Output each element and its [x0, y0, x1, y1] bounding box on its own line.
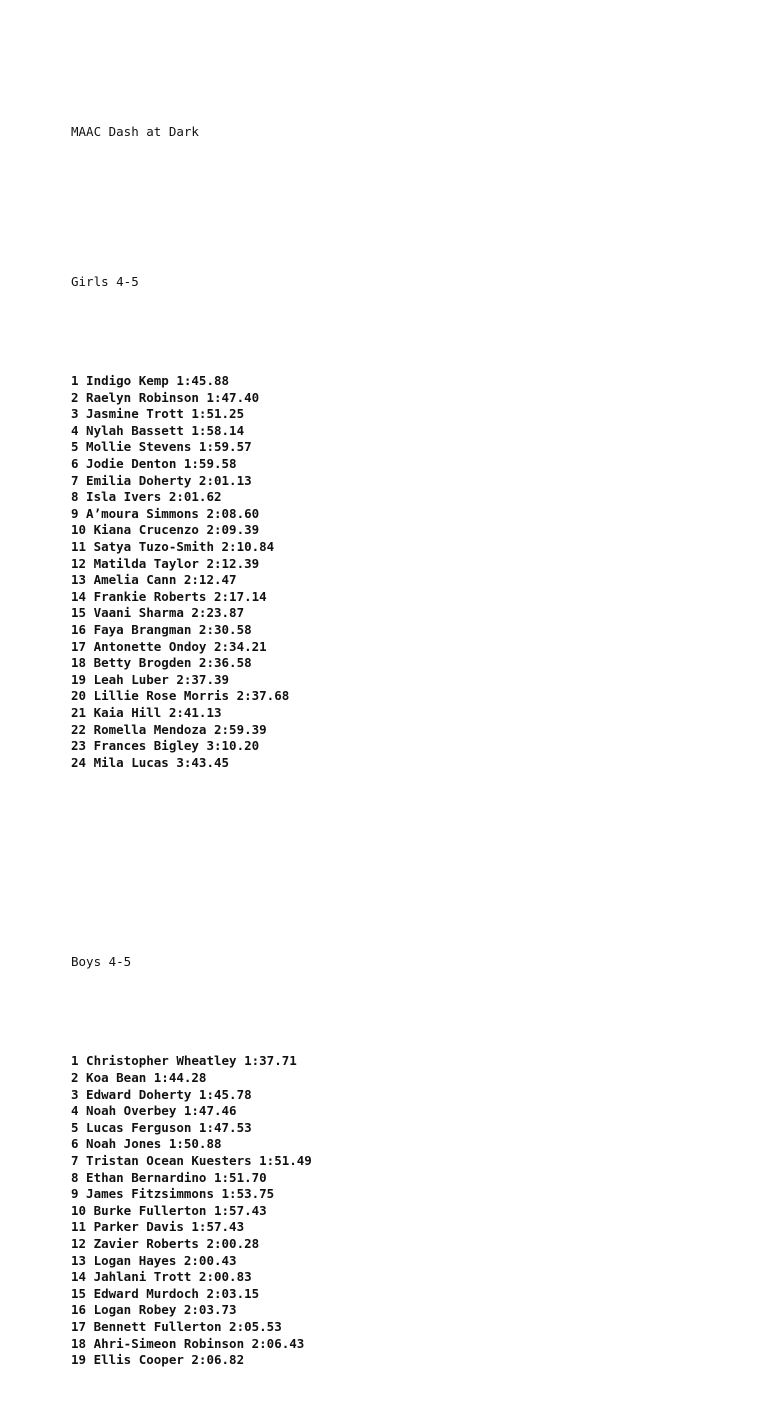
- result-row: 14 Frankie Roberts 2:17.14: [71, 588, 267, 604]
- spacer: [71, 174, 312, 191]
- result-row: 7 Tristan Ocean Kuesters 1:51.49: [71, 1153, 312, 1168]
- spacer: [71, 1004, 312, 1021]
- result-row: 19 Ellis Cooper 2:06.82: [71, 1352, 245, 1368]
- result-row: 10 Burke Fullerton 1:57.43: [71, 1202, 267, 1218]
- result-row: 11 Satya Tuzo-Smith 2:10.84: [71, 539, 275, 555]
- result-row: 5 Lucas Ferguson 1:47.53: [71, 1119, 252, 1135]
- result-row: 8 Ethan Bernardino 1:51.70: [71, 1169, 267, 1185]
- result-row: 24 Mila Lucas 3:43.45: [71, 754, 230, 770]
- result-row: 17 Antonette Ondoy 2:34.21: [71, 638, 267, 654]
- result-row: 12 Matilda Taylor 2:12.39: [71, 555, 260, 571]
- result-row: 10 Kiana Crucenzo 2:09.39: [71, 522, 260, 538]
- section-girls-4-5: [71, 240, 312, 804]
- document-page: [71, 91, 312, 1419]
- spacer: [71, 323, 312, 340]
- document-title: MAAC Dash at Dark: [71, 124, 199, 140]
- result-row: 21 Kaia Hill 2:41.13: [71, 704, 222, 720]
- result-row: 7 Emilia Doherty 2:01.13: [71, 472, 252, 488]
- section-boys-4-5: [71, 921, 312, 1402]
- result-row: 9 A’moura Simmons 2:08.60: [71, 505, 260, 521]
- result-row: 3 Edward Doherty 1:45.78: [71, 1086, 252, 1102]
- result-row: 6 Jodie Denton 1:59.58: [71, 456, 237, 472]
- result-row: 17 Bennett Fullerton 2:05.53: [71, 1318, 282, 1334]
- section-heading: Girls 4-5: [71, 273, 139, 289]
- results-list: [71, 1053, 312, 1368]
- result-row: 8 Isla Ivers 2:01.62: [71, 489, 222, 505]
- result-row: 22 Romella Mendoza 2:59.39: [71, 721, 267, 737]
- result-row: 2 Raelyn Robinson 1:47.40: [71, 389, 260, 405]
- result-row: 18 Betty Brogden 2:36.58: [71, 655, 252, 671]
- result-row: 11 Parker Davis 1:57.43: [71, 1219, 245, 1235]
- result-row: 18 Ahri-Simeon Robinson 2:06.43: [71, 1335, 305, 1351]
- result-row: 5 Mollie Stevens 1:59.57: [71, 439, 252, 455]
- section-heading: Boys 4-5: [71, 953, 132, 969]
- result-row: 20 Lillie Rose Morris 2:37.68: [71, 688, 290, 704]
- result-row: 13 Logan Hayes 2:00.43: [71, 1252, 237, 1268]
- result-row: 13 Amelia Cann 2:12.47: [71, 572, 237, 588]
- result-row: 6 Noah Jones 1:50.88: [71, 1136, 222, 1152]
- result-row: 16 Faya Brangman 2:30.58: [71, 622, 252, 637]
- result-row: 4 Nylah Bassett 1:58.14: [71, 422, 245, 438]
- result-row: 12 Zavier Roberts 2:00.28: [71, 1235, 260, 1251]
- result-row: 14 Jahlani Trott 2:00.83: [71, 1269, 252, 1285]
- results-list: [71, 373, 312, 771]
- result-row: 3 Jasmine Trott 1:51.25: [71, 406, 245, 422]
- result-row: 15 Edward Murdoch 2:03.15: [71, 1285, 260, 1301]
- result-row: 16 Logan Robey 2:03.73: [71, 1302, 237, 1318]
- result-row: 15 Vaani Sharma 2:23.87: [71, 605, 245, 621]
- result-row: 1 Christopher Wheatley 1:37.71: [71, 1053, 297, 1069]
- result-row: 23 Frances Bigley 3:10.20: [71, 738, 260, 754]
- result-row: 19 Leah Luber 2:37.39: [71, 671, 230, 687]
- result-row: 2 Koa Bean 1:44.28: [71, 1070, 207, 1086]
- result-row: 4 Noah Overbey 1:47.46: [71, 1103, 237, 1119]
- result-row: 9 James Fitzsimmons 1:53.75: [71, 1186, 275, 1202]
- spacer: [71, 854, 312, 871]
- result-row: 1 Indigo Kemp 1:45.88: [71, 373, 230, 389]
